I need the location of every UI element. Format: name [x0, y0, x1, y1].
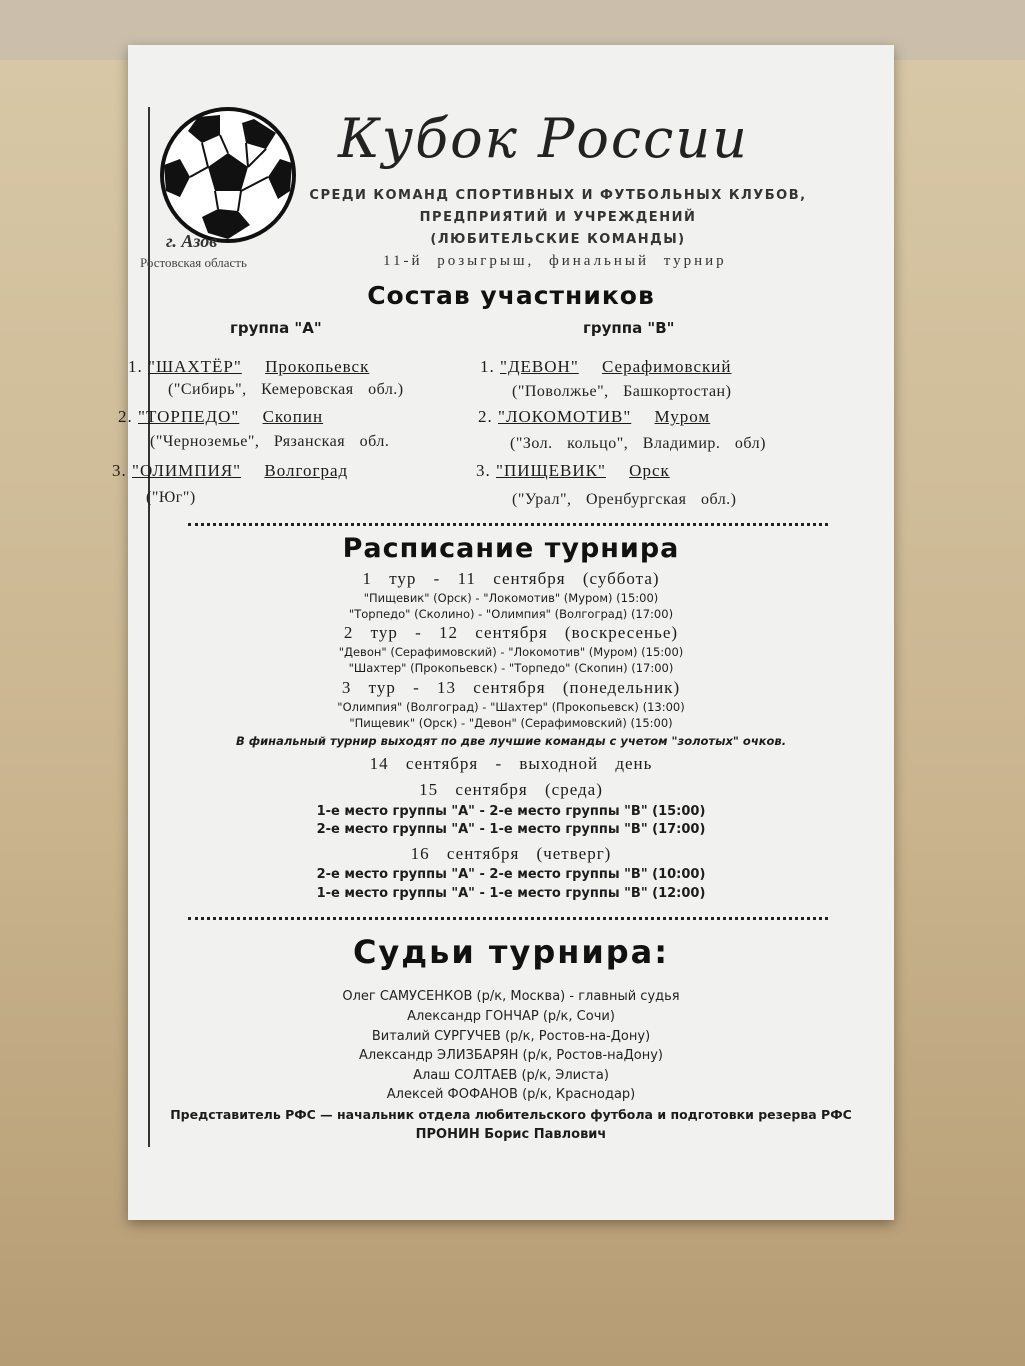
final-qualification-note: В финальный турнир выходят по две лучшие команды с учетом "золотых" очков. [235, 734, 787, 748]
referee: Виталий СУРГУЧЕВ (р/к, Ростов-на-Дону) [371, 1029, 651, 1044]
group-a-team-3 [112, 461, 348, 481]
final-match: 2-е место группы "А" - 2-е место группы "В" (10:00) [316, 867, 706, 882]
team-city: Муром [654, 407, 711, 426]
team-number: 1. [480, 357, 495, 376]
round-2-title: 2 тур - 12 сентября (воскресенье) [343, 623, 679, 642]
team-city: Прокопьевск [265, 357, 370, 376]
edition-label: 11-й розыгрыш, финальный турнир [383, 253, 727, 269]
match: "Девон" (Серафимовский) - "Локомотив" (Муром) (15:00) [338, 645, 684, 659]
team-number: 2. [478, 407, 493, 426]
team-number: 3. [476, 461, 491, 480]
group-b-team-3 [476, 461, 670, 481]
schedule-heading: Расписание турнира [342, 533, 680, 564]
rfs-representative-name: ПРОНИН Борис Павлович [415, 1127, 607, 1142]
team-city: Волгоград [264, 461, 349, 480]
subtitle-line-3: (ЛЮБИТЕЛЬСКИЕ КОМАНДЫ) [430, 232, 686, 247]
divider [188, 917, 828, 920]
football-icon [158, 105, 298, 245]
team-number: 3. [112, 461, 127, 480]
team-name: "ОЛИМПИЯ" [132, 461, 242, 480]
match: "Шахтер" (Прокопьевск) - "Торпедо" (Скопин) (17:00) [348, 661, 674, 675]
referee: Алексей ФОФАНОВ (р/к, Краснодар) [386, 1087, 636, 1102]
group-a-label: группа "А" [230, 319, 322, 337]
team-city: Скопин [262, 407, 324, 426]
group-a-team-2-region: ("Черноземье", Рязанская обл. [150, 433, 390, 450]
referee: Александр ГОНЧАР (р/к, Сочи) [407, 1009, 615, 1024]
team-name: "ДЕВОН" [500, 357, 579, 376]
team-city: Серафимовский [602, 357, 732, 376]
team-number: 1. [128, 357, 143, 376]
final-match: 1-е место группы "А" - 2-е место группы "В" (15:00) [316, 804, 706, 819]
group-a-team-2 [118, 407, 323, 427]
program-page [112, 45, 894, 1220]
divider [188, 523, 828, 526]
day-16-title: 16 сентября (четверг) [410, 844, 612, 863]
final-match: 2-е место группы "А" - 1-е место группы "В" (17:00) [316, 822, 706, 837]
group-b-label: группа "В" [583, 319, 675, 337]
match: "Олимпия" (Волгоград) - "Шахтер" (Прокопьевск) (13:00) [337, 700, 685, 714]
subtitle-line-2: ПРЕДПРИЯТИЙ И УЧРЕЖДЕНИЙ [419, 210, 697, 225]
team-number: 2. [118, 407, 133, 426]
team-name: "ЛОКОМОТИВ" [498, 407, 632, 426]
group-a-team-1 [128, 357, 369, 377]
team-name: "ШАХТЁР" [148, 357, 242, 376]
referee: Александр ЭЛИЗБАРЯН (р/к, Ростов-наДону) [358, 1048, 664, 1063]
referee: Алаш СОЛТАЕВ (р/к, Элиста) [413, 1068, 609, 1083]
group-a-team-1-region: ("Сибирь", Кемеровская обл.) [168, 381, 404, 398]
group-b-team-2-region: ("Зол. кольцо", Владимир. обл) [510, 435, 766, 452]
team-name: "ПИЩЕВИК" [496, 461, 606, 480]
round-3-title: 3 тур - 13 сентября (понедельник) [341, 678, 681, 697]
group-b-team-1-region: ("Поволжье", Башкортостан) [512, 383, 732, 400]
subtitle-line-1: СРЕДИ КОМАНД СПОРТИВНЫХ И ФУТБОЛЬНЫХ КЛУБОВ, [309, 188, 807, 203]
final-match: 1-е место группы "А" - 1-е место группы "В" (12:00) [316, 886, 706, 901]
group-a-team-3-region: ("Юг") [146, 489, 196, 506]
city-label: г. Азов [166, 231, 218, 251]
rest-day: 14 сентября - выходной день [369, 754, 653, 773]
match: "Торпедо" (Сколино) - "Олимпия" (Волгоград) (17:00) [348, 607, 674, 621]
referee: Олег САМУСЕНКОВ (р/к, Москва) - главный судья [342, 989, 680, 1004]
team-city: Орск [629, 461, 670, 480]
match: "Пищевик" (Орск) - "Локомотив" (Муром) (15:00) [363, 591, 659, 605]
region-label: Ростовская область [140, 255, 247, 270]
referees-heading: Судьи турнира: [352, 933, 670, 971]
rfs-representative: Представитель РФС — начальник отдела любительского футбола и подготовки резерва РФС [170, 1107, 852, 1122]
participants-heading: Состав участников [367, 281, 655, 310]
round-1-title: 1 тур - 11 сентября (суббота) [362, 569, 660, 588]
team-name: "ТОРПЕДО" [138, 407, 240, 426]
group-b-team-1 [480, 357, 731, 377]
match: "Пищевик" (Орск) - "Девон" (Серафимовский) (15:00) [349, 716, 673, 730]
day-15-title: 15 сентября (среда) [419, 780, 603, 799]
tournament-title: Кубок России [338, 107, 749, 170]
group-b-team-2 [478, 407, 710, 427]
group-b-team-3-region: ("Урал", Оренбургская обл.) [512, 491, 737, 508]
